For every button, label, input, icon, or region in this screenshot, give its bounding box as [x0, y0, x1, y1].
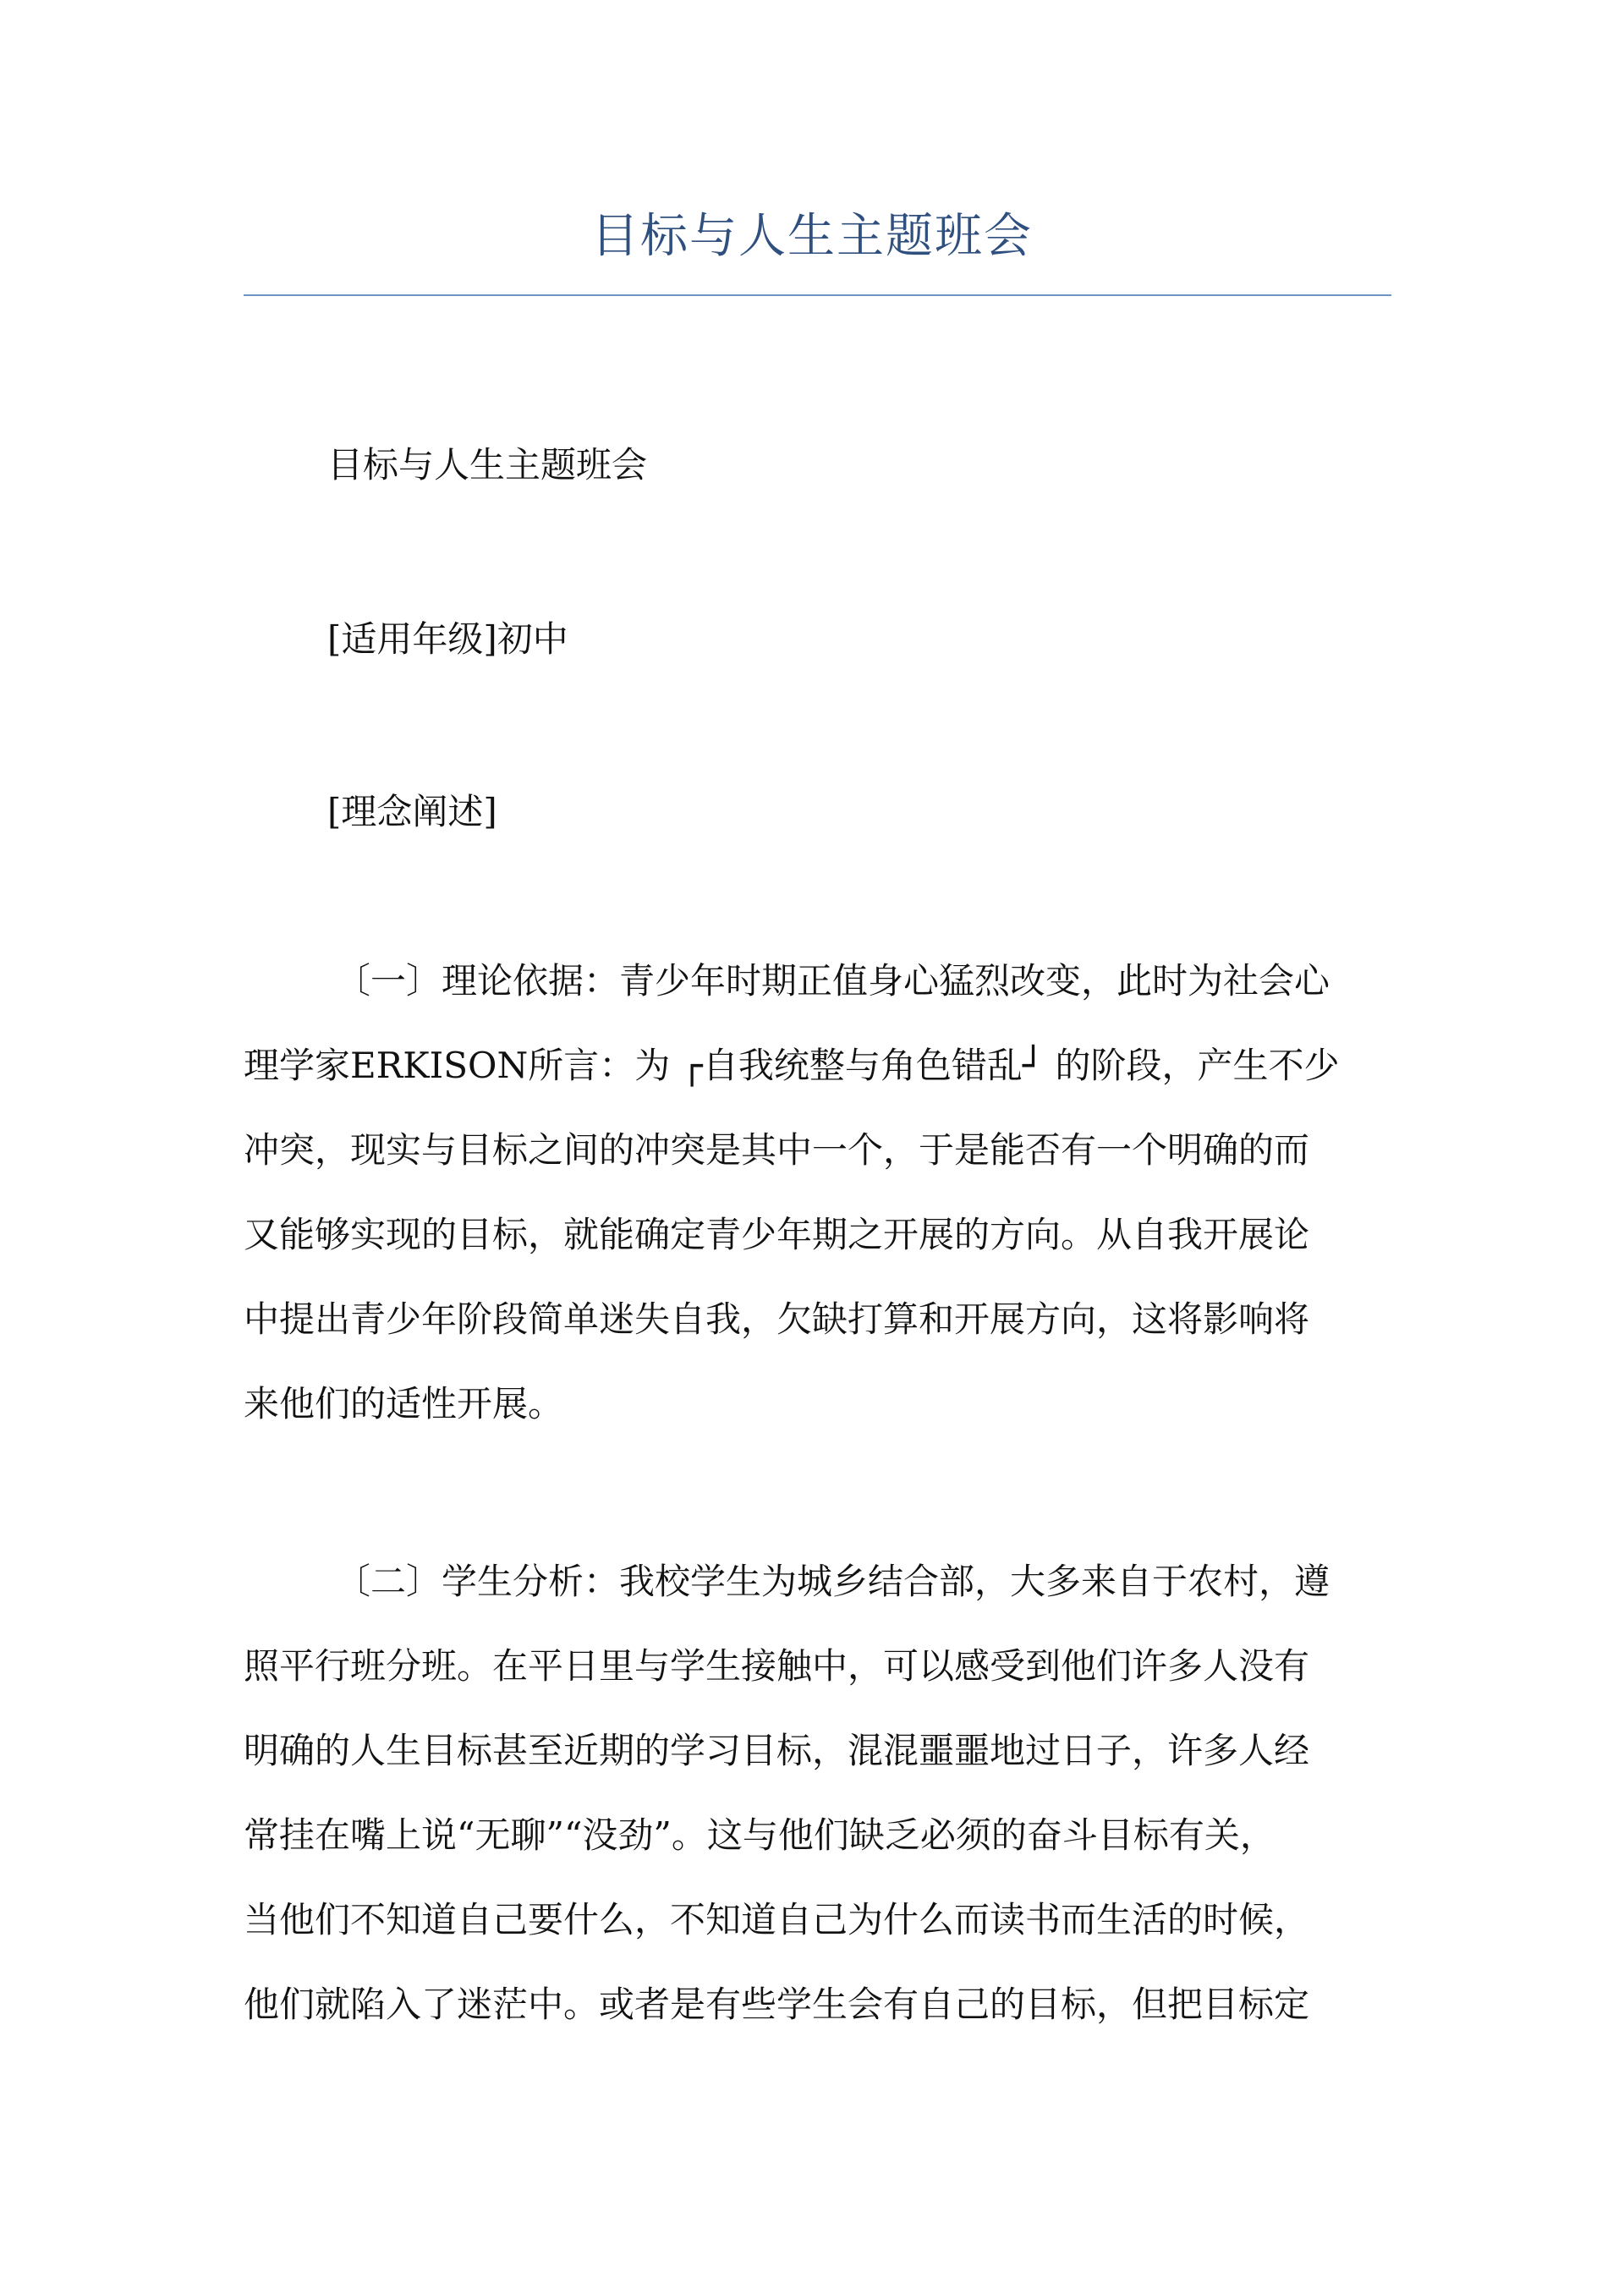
paragraph-line: 〔二〕学生分析：我校学生为城乡结合部，大多来自于农村，遵 [335, 1561, 1330, 1602]
document-title: 目标与人生主题班会 [591, 209, 1033, 264]
concept-heading: [理念阐述] [327, 791, 497, 832]
paragraph-line: 明确的人生目标甚至近期的学习目标，混混噩噩地过日子，许多人经 [244, 1730, 1310, 1771]
paragraph-line: 冲突，现实与目标之间的冲突是其中一个，于是能否有一个明确的而 [244, 1129, 1310, 1171]
paragraph-line: 理学家ERKISON所言：为 ┌自我统整与角色错乱┘ 的阶段，产生不少 [244, 1045, 1340, 1086]
paragraph-line: 中提出青少年阶段简单迷失自我，欠缺打算和开展方向，这将影响将 [244, 1298, 1310, 1340]
paragraph-line: 又能够实现的目标，就能确定青少年期之开展的方向。从自我开展论 [244, 1214, 1310, 1255]
paragraph-line: 他们就陷入了迷茫中。或者是有些学生会有自己的目标，但把目标定 [244, 1984, 1310, 2025]
paragraph-line: 当他们不知道自己要什么，不知道自己为什么而读书而生活的时候， [244, 1899, 1310, 1940]
paragraph-line: 〔一〕理论依据：青少年时期正值身心猛烈改变，此时为社会心 [335, 960, 1330, 1002]
document-subtitle: 目标与人生主题班会 [327, 444, 648, 486]
grade-line: [适用年级]初中 [327, 618, 568, 660]
paragraph-theory-basis [244, 956, 1428, 1463]
title-divider [244, 294, 1391, 296]
paragraph-student-analysis [244, 1556, 1428, 2064]
paragraph-line: 照平行班分班。在平日里与学生接触中，可以感受到他们许多人没有 [244, 1645, 1310, 1687]
paragraph-line: 来他们的适性开展。 [244, 1383, 564, 1424]
paragraph-line: 常挂在嘴上说“无聊”“没劲”。这与他们缺乏必须的奋斗目标有关， [244, 1814, 1276, 1856]
